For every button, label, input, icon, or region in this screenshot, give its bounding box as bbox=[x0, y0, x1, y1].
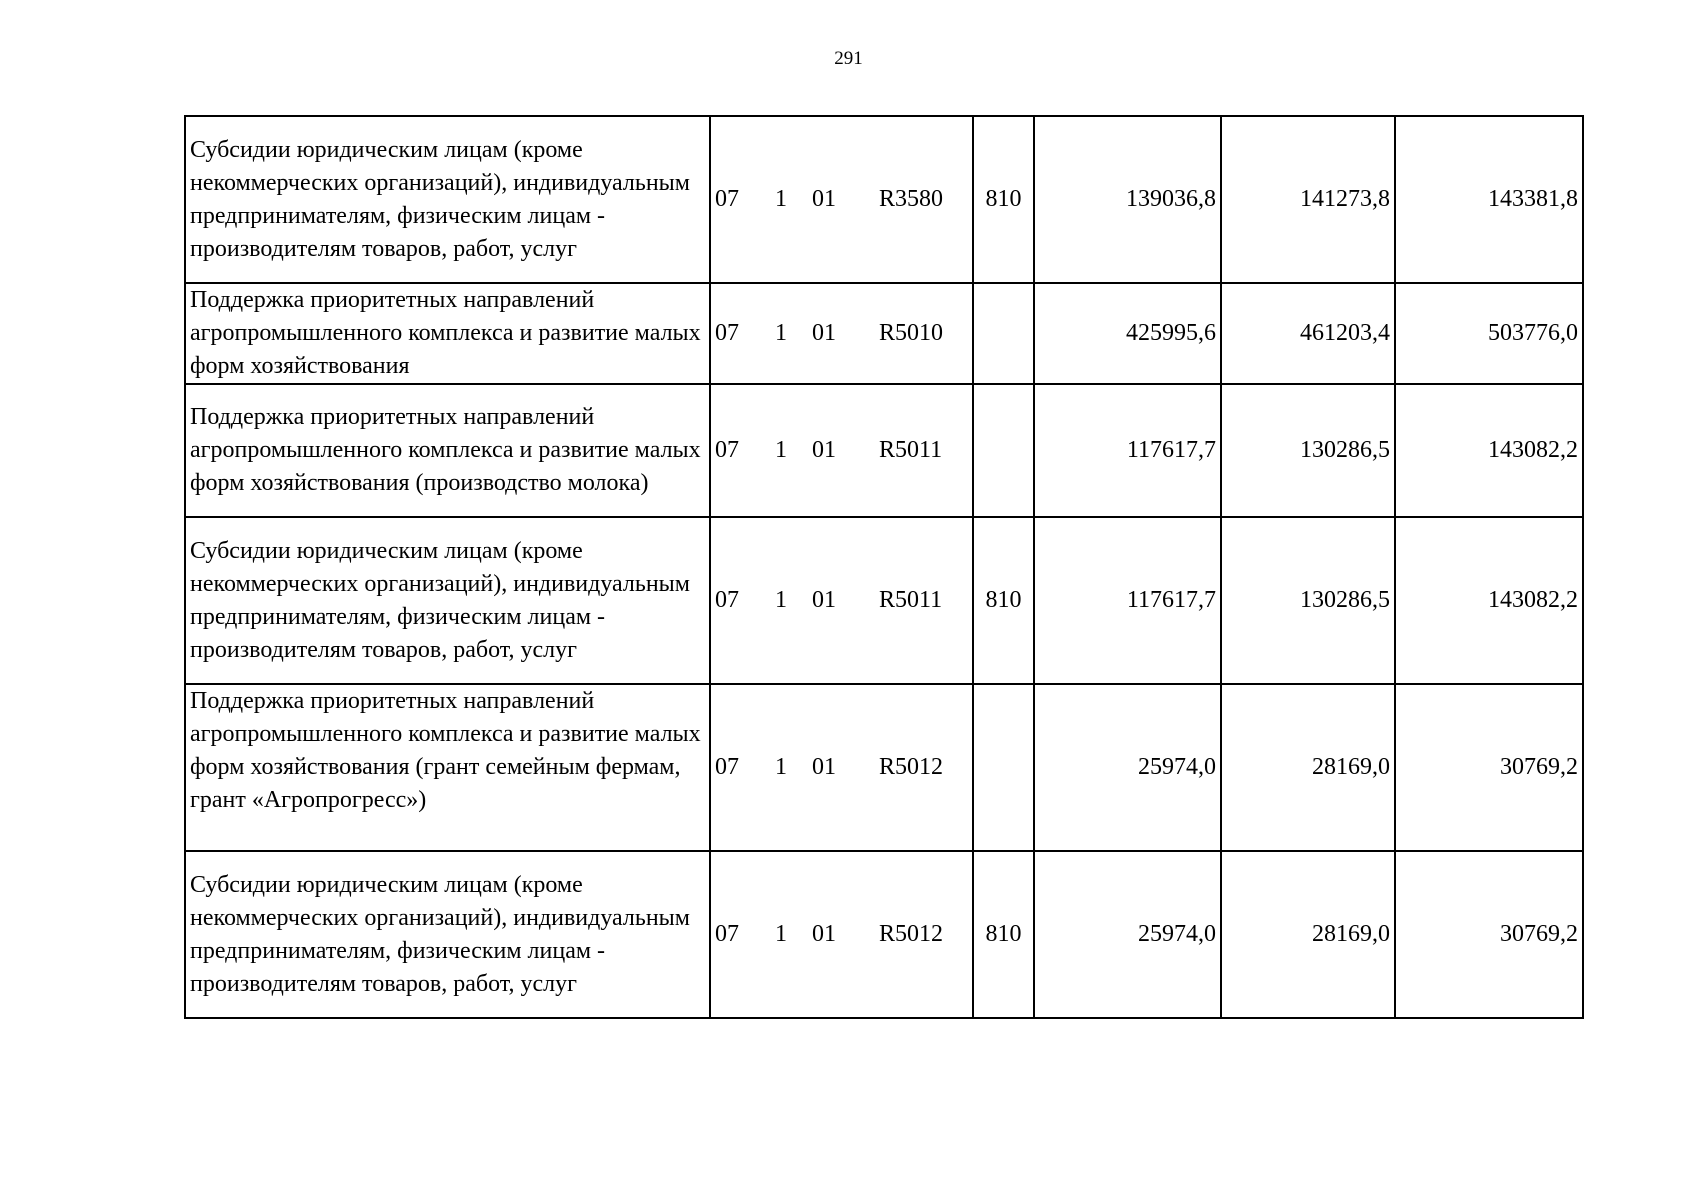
subprogram-code: 01 bbox=[812, 437, 836, 463]
target-code: R3580 bbox=[879, 186, 944, 212]
row-name: Поддержка приоритетных направлений агропромышленного комплекса и развитие малых форм хозяйствования bbox=[185, 283, 710, 384]
row-name: Поддержка приоритетных направлений агропромышленного комплекса и развитие малых форм хозяйствования (производство молока) bbox=[185, 384, 710, 517]
row-name: Субсидии юридическим лицам (кроме некоммерческих организаций), индивидуальным предпринимателям, физическим лицам - производителям товаров, работ, услуг bbox=[185, 517, 710, 684]
ministry-code: 07 bbox=[715, 587, 739, 613]
target-code: R5011 bbox=[879, 587, 943, 613]
ministry-code: 07 bbox=[715, 186, 739, 212]
amount-year-2: 141273,8 bbox=[1221, 116, 1395, 283]
target-code: R5010 bbox=[879, 320, 944, 346]
subprogram-code: 01 bbox=[812, 587, 836, 613]
page-number: 291 bbox=[834, 48, 863, 69]
amount-year-3: 143381,8 bbox=[1395, 116, 1583, 283]
program-code: 1 bbox=[775, 921, 787, 947]
amount-year-1: 117617,7 bbox=[1034, 384, 1221, 517]
target-code: R5012 bbox=[879, 754, 944, 780]
amount-year-2: 461203,4 bbox=[1221, 283, 1395, 384]
budget-table bbox=[184, 115, 1584, 1019]
amount-year-1: 139036,8 bbox=[1034, 116, 1221, 283]
table-row bbox=[185, 517, 1583, 684]
row-name: Поддержка приоритетных направлений агропромышленного комплекса и развитие малых форм хозяйствования (грант семейным фермам, грант «Агропрогресс») bbox=[185, 684, 710, 851]
subprogram-code: 01 bbox=[812, 320, 836, 346]
row-name: Субсидии юридическим лицам (кроме некоммерческих организаций), индивидуальным предпринимателям, физическим лицам - производителям товаров, работ, услуг bbox=[185, 851, 710, 1018]
amount-year-1: 25974,0 bbox=[1034, 851, 1221, 1018]
expense-type-code bbox=[973, 684, 1034, 851]
table-row bbox=[185, 116, 1583, 283]
row-name: Субсидии юридическим лицам (кроме некоммерческих организаций), индивидуальным предпринимателям, физическим лицам - производителям товаров, работ, услуг bbox=[185, 116, 710, 283]
expense-type-code: 810 bbox=[973, 517, 1034, 684]
row-codes bbox=[710, 384, 973, 517]
subprogram-code: 01 bbox=[812, 921, 836, 947]
expense-type-code bbox=[973, 384, 1034, 517]
program-code: 1 bbox=[775, 320, 787, 346]
amount-year-1: 425995,6 bbox=[1034, 283, 1221, 384]
expense-type-code bbox=[973, 283, 1034, 384]
row-codes bbox=[710, 283, 973, 384]
amount-year-3: 143082,2 bbox=[1395, 384, 1583, 517]
table-row bbox=[185, 851, 1583, 1018]
program-code: 1 bbox=[775, 587, 787, 613]
amount-year-2: 130286,5 bbox=[1221, 517, 1395, 684]
program-code: 1 bbox=[775, 754, 787, 780]
ministry-code: 07 bbox=[715, 754, 739, 780]
row-codes bbox=[710, 851, 973, 1018]
table-row bbox=[185, 384, 1583, 517]
amount-year-3: 143082,2 bbox=[1395, 517, 1583, 684]
row-codes bbox=[710, 116, 973, 283]
amount-year-2: 28169,0 bbox=[1221, 684, 1395, 851]
amount-year-3: 503776,0 bbox=[1395, 283, 1583, 384]
target-code: R5011 bbox=[879, 437, 943, 463]
table-row bbox=[185, 283, 1583, 384]
row-codes bbox=[710, 684, 973, 851]
target-code: R5012 bbox=[879, 921, 944, 947]
expense-type-code: 810 bbox=[973, 851, 1034, 1018]
amount-year-3: 30769,2 bbox=[1395, 684, 1583, 851]
row-codes bbox=[710, 517, 973, 684]
program-code: 1 bbox=[775, 186, 787, 212]
amount-year-1: 117617,7 bbox=[1034, 517, 1221, 684]
amount-year-2: 130286,5 bbox=[1221, 384, 1395, 517]
subprogram-code: 01 bbox=[812, 186, 836, 212]
subprogram-code: 01 bbox=[812, 754, 836, 780]
program-code: 1 bbox=[775, 437, 787, 463]
table-row bbox=[185, 684, 1583, 851]
expense-type-code: 810 bbox=[973, 116, 1034, 283]
amount-year-2: 28169,0 bbox=[1221, 851, 1395, 1018]
amount-year-1: 25974,0 bbox=[1034, 684, 1221, 851]
amount-year-3: 30769,2 bbox=[1395, 851, 1583, 1018]
ministry-code: 07 bbox=[715, 921, 739, 947]
ministry-code: 07 bbox=[715, 437, 739, 463]
ministry-code: 07 bbox=[715, 320, 739, 346]
